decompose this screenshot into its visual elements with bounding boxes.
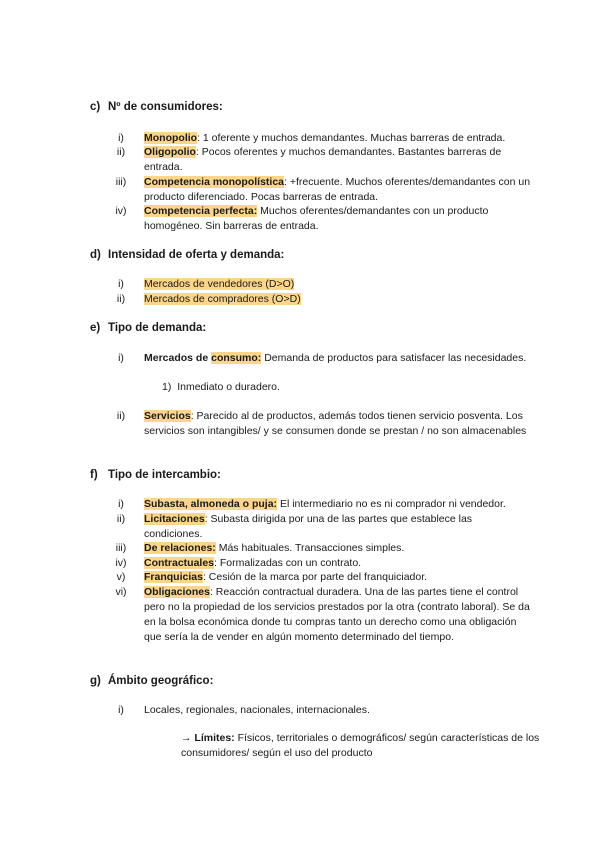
section-d-heading bbox=[90, 249, 284, 261]
section-g-title: Ámbito geográfico: bbox=[108, 675, 214, 687]
section-f-heading bbox=[90, 469, 221, 481]
item-text: : Pocos oferentes y muchos demandantes. Bastantes barreras de entrada. bbox=[144, 146, 502, 173]
list-marker: iv) bbox=[115, 205, 127, 217]
arrow-right-icon: → bbox=[181, 732, 192, 744]
list-item bbox=[112, 277, 532, 292]
term-obligaciones: Obligaciones bbox=[144, 586, 210, 598]
list-item bbox=[112, 512, 532, 542]
section-c-number: c) bbox=[90, 101, 101, 113]
term-de-relaciones: De relaciones: bbox=[144, 542, 216, 554]
section-e-heading bbox=[90, 322, 206, 334]
term-competencia-monopolistica: Competencia monopolística bbox=[144, 176, 285, 188]
sub-list-marker: 1) bbox=[162, 381, 172, 393]
list-item bbox=[112, 556, 532, 571]
limites-note bbox=[181, 731, 541, 761]
term-contractuales: Contractuales bbox=[144, 557, 215, 569]
term-consumo: consumo: bbox=[211, 352, 262, 364]
list-item bbox=[112, 703, 532, 718]
section-e-number: e) bbox=[90, 322, 101, 334]
note-label: Límites: bbox=[194, 732, 235, 744]
section-e-title: Tipo de demanda: bbox=[108, 322, 207, 334]
item-text: El intermediario no es ni comprador ni vendedor. bbox=[277, 498, 506, 510]
term-mercados-de: Mercados de bbox=[144, 352, 212, 364]
list-item bbox=[112, 570, 532, 585]
list-item bbox=[112, 409, 532, 439]
item-text: Muchos oferentes/demandantes con un producto homogéneo. Sin barreras de entrada. bbox=[144, 205, 489, 232]
section-g-number: g) bbox=[90, 675, 101, 687]
sub-list-item bbox=[162, 380, 280, 395]
note-text: Físicos, territoriales o demográficos/ según características de los consumidores/ según el uso del producto bbox=[181, 732, 540, 759]
item-text: Locales, regionales, nacionales, internacionales. bbox=[144, 704, 370, 716]
item-text: : Cesión de la marca por parte del franquiciador. bbox=[202, 571, 428, 583]
list-item bbox=[112, 204, 532, 234]
list-item bbox=[112, 541, 532, 556]
list-marker: i) bbox=[118, 498, 124, 510]
list-item bbox=[112, 131, 532, 146]
section-c-heading bbox=[90, 101, 223, 113]
section-g-heading bbox=[90, 675, 213, 687]
list-marker: i) bbox=[118, 704, 124, 716]
item-text: : +frecuente. Muchos oferentes/demandantes con un producto diferenciado. Pocas barreras de entrada. bbox=[144, 176, 531, 203]
section-d-number: d) bbox=[90, 249, 101, 261]
item-text: Mercados de vendedores (D>O) bbox=[144, 278, 295, 290]
list-item bbox=[112, 175, 532, 205]
list-marker: ii) bbox=[116, 293, 126, 305]
term-competencia-perfecta: Competencia perfecta: bbox=[144, 205, 258, 217]
term-servicios: Servicios bbox=[144, 410, 191, 422]
item-text: : 1 oferente y muchos demandantes. Muchas barreras de entrada. bbox=[197, 132, 506, 144]
item-text: : Parecido al de productos, además todos tienen servicio posventa. Los servicios son intangibles/ y se consumen donde se prestan / no son almacenables bbox=[144, 410, 527, 437]
list-marker: ii) bbox=[116, 146, 126, 158]
sub-item-text: Inmediato o duradero. bbox=[177, 381, 280, 393]
term-franquicias: Franquicias bbox=[144, 571, 203, 583]
list-marker: i) bbox=[118, 278, 124, 290]
section-f-number: f) bbox=[90, 469, 98, 481]
list-marker: iv) bbox=[115, 557, 127, 569]
list-marker: ii) bbox=[116, 513, 126, 525]
section-c-title: Nº de consumidores: bbox=[108, 101, 223, 113]
list-item bbox=[112, 351, 532, 366]
list-marker: i) bbox=[118, 132, 124, 144]
section-d-title: Intensidad de oferta y demanda: bbox=[108, 249, 285, 261]
list-marker: i) bbox=[118, 352, 124, 364]
list-marker: ii) bbox=[116, 410, 126, 422]
item-text: Más habituales. Transacciones simples. bbox=[215, 542, 405, 554]
list-item bbox=[112, 145, 532, 175]
list-marker: vi) bbox=[115, 586, 127, 598]
term-monopolio: Monopolio bbox=[144, 132, 198, 144]
item-text: Mercados de compradores (O>D) bbox=[144, 293, 301, 305]
list-item bbox=[112, 497, 532, 512]
item-text: : Subasta dirigida por una de las partes que establece las condiciones. bbox=[144, 513, 473, 540]
list-marker: iii) bbox=[115, 542, 127, 554]
list-marker: v) bbox=[116, 571, 126, 583]
term-oligopolio: Oligopolio bbox=[144, 146, 196, 158]
item-text: : Reacción contractual duradera. Una de las partes tiene el control pero no la propiedad de los servicios prestados por la otra (contrato laboral). Se da en la bolsa económica donde tu compras tanto un derecho como una obligación que sería la de vender en algún momento determinado del tiempo. bbox=[144, 586, 530, 643]
term-licitaciones: Licitaciones bbox=[144, 513, 205, 525]
list-marker: iii) bbox=[115, 176, 127, 188]
section-f-title: Tipo de intercambio: bbox=[108, 469, 221, 481]
list-item bbox=[112, 292, 532, 307]
item-text: Demanda de productos para satisfacer las necesidades. bbox=[261, 352, 527, 364]
term-subasta: Subasta, almoneda o puja: bbox=[144, 498, 278, 510]
item-text: : Formalizadas con un contrato. bbox=[214, 557, 362, 569]
list-item bbox=[112, 585, 532, 645]
